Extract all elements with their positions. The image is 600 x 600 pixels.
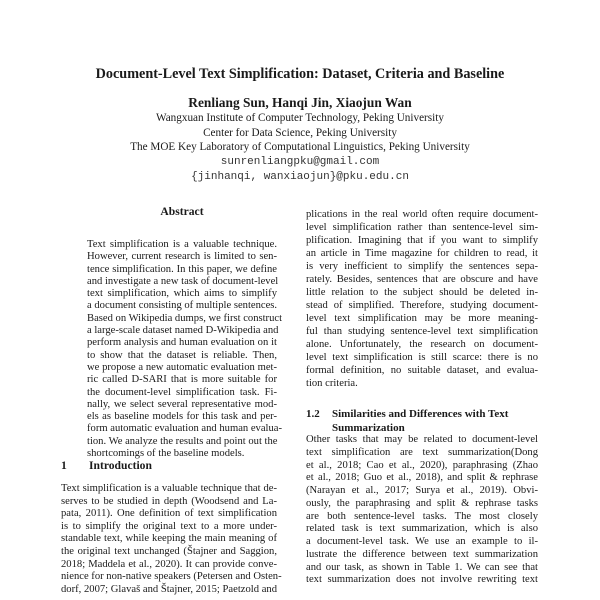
section-heading-1-2 [306, 408, 508, 435]
text-line: a document-level task. We use an example to il- [306, 536, 538, 547]
section-number: 1.2 [306, 408, 320, 420]
text-line: rately. Besides, sentences that are obscure and have [306, 274, 538, 285]
text-line: pata, 2011). One definition of text simplification [61, 508, 277, 520]
text-line: plification. Imagining that if you want to simplify [306, 235, 538, 246]
abstract-heading: Abstract [160, 205, 204, 218]
text-line: level simplification rather than sentence-level sim- [306, 222, 538, 233]
text-line: a document consisting of multiple sentences. [87, 300, 278, 312]
section-number: 1 [61, 459, 67, 472]
text-line: tence simplification. In this paper, we define [87, 263, 277, 275]
text-line: nience for non-native speakers (Petersen and Osten- [61, 571, 282, 583]
text-line: an article in Time magazine for children to read, it [306, 248, 538, 259]
author-email: sunrenliangpku@gmail.com [220, 156, 380, 168]
text-line: a large-scale dataset named D-Wikipedia and [87, 325, 279, 337]
text-line: are both sentence-level tasks. The most closely [306, 510, 538, 522]
text-line: plications in the real world often require document- [306, 209, 538, 220]
section-1-2-body [306, 434, 538, 587]
text-line: tion. We analyze the results and point out the [87, 435, 278, 447]
text-line: 2018; Maddela et al., 2020). It can provide conve- [61, 558, 277, 570]
text-line: els as baseline models for this task and per- [87, 411, 277, 423]
text-line: and investigate a new task of document-level [87, 275, 279, 287]
text-line: serves to be studied in depth (Woodsend and La- [61, 495, 277, 507]
text-line: ric called D-SARI that is more suitable for [87, 374, 277, 386]
text-line: form automatic evaluation and human evalua- [87, 423, 283, 435]
text-line: tion criteria. [306, 378, 358, 389]
text-line: perform analysis and human evaluation on it [87, 337, 277, 349]
text-line: text simplification, which aims to simplify [87, 288, 277, 300]
text-line: the original text unchanged (Štajner and Saggion, [61, 545, 277, 557]
text-line: and our task, as shown in Table 1. We can see that [306, 561, 538, 573]
affiliation: Wangxuan Institute of Computer Technology, Peking University [156, 112, 444, 124]
text-line: standable text, while keeping the main meaning of [61, 533, 277, 545]
affiliation: Center for Data Science, Peking University [203, 127, 397, 139]
text-line: text simplification are text summarization(Dong [306, 446, 538, 458]
section-heading-introduction [61, 459, 152, 472]
text-line: formal definition, no suitable dataset, and evalua- [306, 365, 538, 376]
text-line: Text simplification is a valuable technique. [87, 239, 277, 250]
text-line: However, current research is limited to sen- [87, 251, 277, 263]
text-line: ful than studying sentence-level text simplification [306, 326, 538, 337]
text-line: et al., 2018; Cao et al., 2020), paraphrasing (Zhao [306, 459, 538, 471]
text-line: level text simplification is still scarce: there is no [306, 352, 538, 363]
text-line: lustrate the difference between text summarization [306, 548, 538, 560]
text-line: shortcomings of the baseline models. [87, 448, 245, 460]
text-line: the document-level simplification task. Fi- [87, 386, 277, 398]
section-title: Similarities and Differences with Text [332, 408, 509, 420]
section-title: Introduction [89, 459, 152, 472]
text-line: we propose a new automatic evaluation met- [87, 361, 277, 373]
author-email: {jinhanqi, wanxiaojun}@pku.edu.cn [191, 171, 409, 183]
text-line: related task is text summarization, which is also [306, 523, 538, 535]
paper-authors: Renliang Sun, Hanqi Jin, Xiaojun Wan [188, 95, 412, 110]
abstract-body [87, 239, 283, 460]
text-line: ously, the paraphrasing and split & rephrase tasks [306, 497, 538, 509]
text-line: nally, we select several representative mod- [87, 398, 277, 410]
section-title-continued: Summarization [332, 421, 405, 434]
text-line: is very inefficient to simplify the sentences sepa- [306, 261, 538, 272]
text-line: text summarization does not involve rewriting text [306, 574, 538, 586]
text-line: Other tasks that may be related to document-level [306, 434, 538, 445]
text-line: et al., 2018; Guo et al., 2018), and split & rephrase [306, 472, 538, 484]
introduction-continued [306, 208, 538, 390]
text-line: Text simplification is a valuable technique that de- [61, 483, 277, 494]
text-line: stead of simplified. Therefore, studying document- [306, 300, 538, 311]
paper-title: Document-Level Text Simplification: Dataset, Criteria and Baseline [95, 66, 505, 82]
text-line: level text simplification may be more meaning- [306, 313, 538, 324]
affiliation: The MOE Key Laboratory of Computational Linguistics, Peking University [130, 141, 470, 153]
text-line: dorf, 2007; Glavaš and Štajner, 2015; Paetzold and [61, 583, 277, 595]
introduction-body [61, 483, 282, 596]
text-line: is to simplify the original text to a more under- [61, 520, 277, 532]
text-line: (Narayan et al., 2017; Surya et al., 2019). Obvi- [306, 485, 538, 496]
text-line: little relation to the subject should be deleted in- [306, 287, 538, 298]
text-line: to show that the dataset is reliable. Then, [87, 349, 277, 361]
text-line: alone. Unfortunately, the research on document- [306, 339, 538, 350]
text-line: Based on Wikipedia dumps, we first construct [87, 312, 283, 324]
